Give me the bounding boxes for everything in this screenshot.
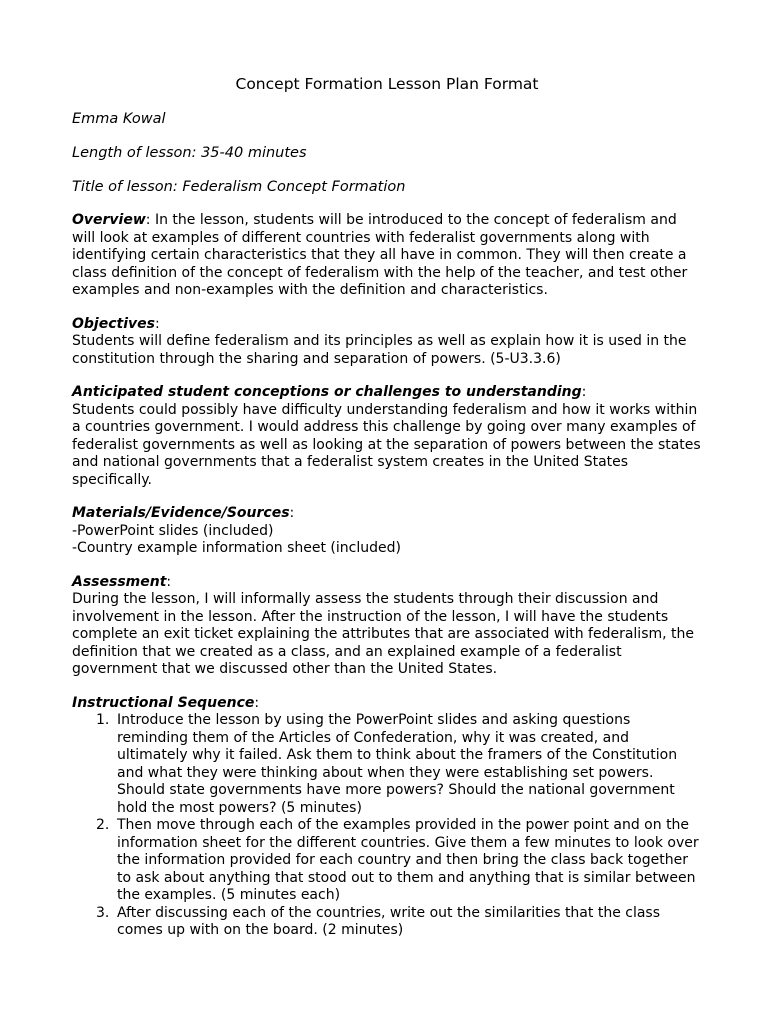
list-item	[72, 905, 702, 940]
heading-colon: :	[166, 573, 172, 590]
step-text: After discussing each of the countries, write out the similarities that the class comes up with on the board. (2 minutes)	[117, 904, 661, 938]
assessment-heading-line	[72, 574, 702, 592]
author-name: Emma Kowal	[72, 111, 166, 127]
materials-section	[72, 505, 702, 558]
objectives-text: Students will define federalism and its principles as well as explain how it is used in the constitution through the sharing and separation of powers. (5-U3.3.6)	[72, 333, 687, 367]
heading-colon: :	[581, 384, 587, 400]
conceptions-heading: Anticipated student conceptions or challenges to understanding	[72, 384, 582, 400]
overview-paragraph	[72, 212, 702, 300]
sequence-heading: Instructional Sequence	[72, 694, 255, 711]
materials-heading: Materials/Evidence/Sources	[72, 505, 290, 521]
list-item	[72, 712, 702, 817]
objectives-section	[72, 316, 702, 369]
objectives-heading-line	[72, 316, 702, 334]
sequence-section	[72, 695, 702, 940]
overview-text: : In the lesson, students will be introduced to the concept of federalism and will look at examples of different countries with federalist governments along with identifying certain characteristics that they all have in common. They will then create a class definition of the concept of federalism with the help of the teacher, and test other examples and non-examples with the definition and characteristics.	[72, 212, 688, 298]
step-text: Then move through each of the examples provided in the power point and on the information sheet for the different countries. Give them a few minutes to look over the information provided for each country and then bring the class back together to ask about anything that stood out to them and anything that is similar between the examples. (5 minutes each)	[117, 817, 699, 903]
lesson-title: Title of lesson: Federalism Concept Formation	[72, 179, 406, 195]
materials-item: -PowerPoint slides (included)	[72, 522, 274, 539]
step-number: 1.	[96, 712, 110, 728]
list-item	[72, 817, 702, 905]
document-page	[72, 74, 702, 956]
step-number: 3.	[96, 904, 110, 921]
overview-section	[72, 212, 702, 300]
materials-heading-line	[72, 505, 702, 523]
step-text: Introduce the lesson by using the PowerPoint slides and asking questions reminding them of the Articles of Confederation, why it was created, and ultimately why it failed. Ask them to think about the framers of the Constitution and what they were thinking about when they were establishing set powers. Should state governments have more powers? Should the national government hold the most powers? (5 minutes)	[117, 712, 678, 816]
heading-colon: :	[254, 694, 260, 711]
heading-colon: :	[289, 505, 295, 521]
materials-item: -Country example information sheet (included)	[72, 540, 401, 556]
assessment-section	[72, 574, 702, 679]
sequence-heading-line	[72, 695, 702, 713]
lesson-length: Length of lesson: 35-40 minutes	[72, 145, 307, 161]
assessment-heading: Assessment	[72, 573, 167, 590]
conceptions-text: Students could possibly have difficulty understanding federalism and how it works within a countries government. I would address this challenge by going over many examples of federalist governments as well as looking at the separation of powers between the states and national governments that a federalist system creates in the United States specifically.	[72, 401, 701, 488]
objectives-heading: Objectives	[72, 315, 155, 332]
sequence-list	[72, 712, 702, 940]
overview-heading: Overview	[72, 212, 146, 228]
assessment-text: During the lesson, I will informally assess the students through their discussion and involvement in the lesson. After the instruction of the lesson, I will have the students complete an exit ticket explaining the attributes that are associated with federalism, the definition that we created as a class, and an explained example of a federalist government that we discussed other than the United States.	[72, 591, 694, 677]
document-title: Concept Formation Lesson Plan Format	[235, 75, 539, 93]
conceptions-heading-line	[72, 384, 702, 402]
step-number: 2.	[96, 817, 110, 833]
conceptions-section	[72, 384, 702, 489]
heading-colon: :	[154, 315, 160, 332]
